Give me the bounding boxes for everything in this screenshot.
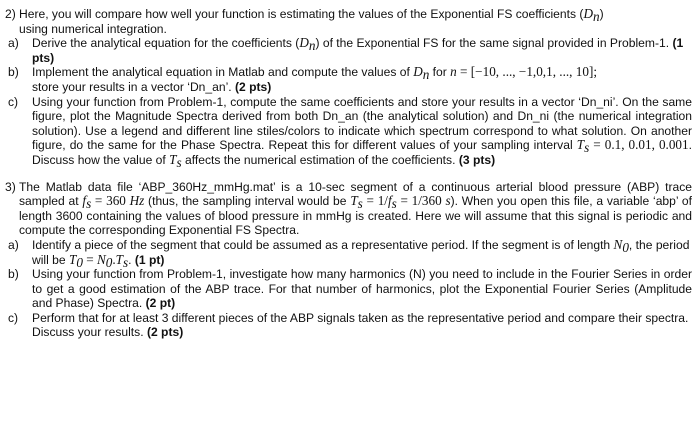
part-b bbox=[5, 267, 692, 311]
points-label: (3 pts) bbox=[458, 152, 496, 167]
part-text: Using your function from Problem-1, investigate how many harmonics (N) you need to include in the Fourier Series in order to get a good estimation of the ABP trace. For that number of harmonics, plot the Exponential Fourier Series (Amplitude and Phase) Spectra. (2 pt) bbox=[32, 267, 692, 311]
part-letter: c) bbox=[8, 94, 19, 109]
part-text: Implement the analytical equation in Matlab and compute the values of $D_n$ for n = [−10, ..., −1,0,1, ..., 10]; store your results in a vector ‘Dn_an’. (2 pts) bbox=[32, 64, 598, 94]
part-text: Using your function from Problem-1, compute the same coefficients and store your results in a vector ‘Dn_ni’. On the same figure, plot the Magnitude Spectra derived from both Dn_an (the analytical solution) and Dn_ni (the numerical integration solution). Use a legend and different line stiles/colors to indicate which spectrum correspond to what solution. On another figure, do the same for the Phase Spectra. Repeat this for different values of your sampling interval $T_s = 0.1$, 0.01, 0.001. Discuss how the value of $T_s$ affects the numerical estimation of the coefficients. (3 pts) bbox=[32, 94, 692, 170]
question-2 bbox=[5, 7, 692, 168]
part-letter: a) bbox=[8, 237, 19, 252]
part-b bbox=[5, 65, 692, 94]
part-text: Identify a piece of the segment that could be assumed as a representative period. If the segment is of length $N_0$, the period will be $T_0 = N_0.T_s$. (1 pt) bbox=[32, 236, 690, 270]
part-text: Derive the analytical equation for the coefficients $(D_n)$ of the Exponential FS for the same signal provided in Problem-1. (1 pts) bbox=[32, 35, 684, 65]
part-letter: b) bbox=[8, 65, 19, 80]
question-number: 2) bbox=[5, 7, 16, 21]
question-parts bbox=[5, 238, 692, 340]
points-label: (1 pt) bbox=[134, 252, 165, 267]
points-label: (2 pts) bbox=[235, 79, 272, 94]
part-c bbox=[5, 311, 692, 340]
part-a bbox=[5, 236, 692, 270]
part-a bbox=[5, 36, 692, 65]
part-c bbox=[5, 95, 692, 168]
part-letter: b) bbox=[8, 267, 19, 282]
points-label: (1 pts) bbox=[32, 36, 684, 65]
question-3 bbox=[5, 180, 692, 341]
question-parts bbox=[5, 35, 692, 170]
points-label: (2 pts) bbox=[146, 325, 184, 340]
part-letter: a) bbox=[8, 36, 19, 51]
question-intro: Here, you will compare how well your function is estimating the values of the Exponential FS coefficients $(D_n)$ using numerical integration. bbox=[19, 6, 604, 36]
question-number: 3) bbox=[5, 179, 16, 194]
part-letter: c) bbox=[8, 310, 19, 325]
points-label: (2 pt) bbox=[145, 296, 176, 311]
question-intro: The Matlab data file ‘ABP_360Hz_mmHg.mat’ is a 10-sec segment of a continuous arterial blood pressure (ABP) trace sampled at $f_s = 360$ Hz (thus, the sampling interval would be $T_s = 1/f_s = 1/360$ s). When you open this file, a variable ‘abp’ of length 3600 containing the values of blood pressure in mmHg is created. Here we will assume that this signal is periodic and compute the corresponding Exponential FS Spectra. bbox=[19, 179, 692, 238]
part-text: Perform that for at least 3 different pieces of the ABP signals taken as the representative period and compare their spectra. Discuss your results. (2 pts) bbox=[32, 310, 689, 340]
